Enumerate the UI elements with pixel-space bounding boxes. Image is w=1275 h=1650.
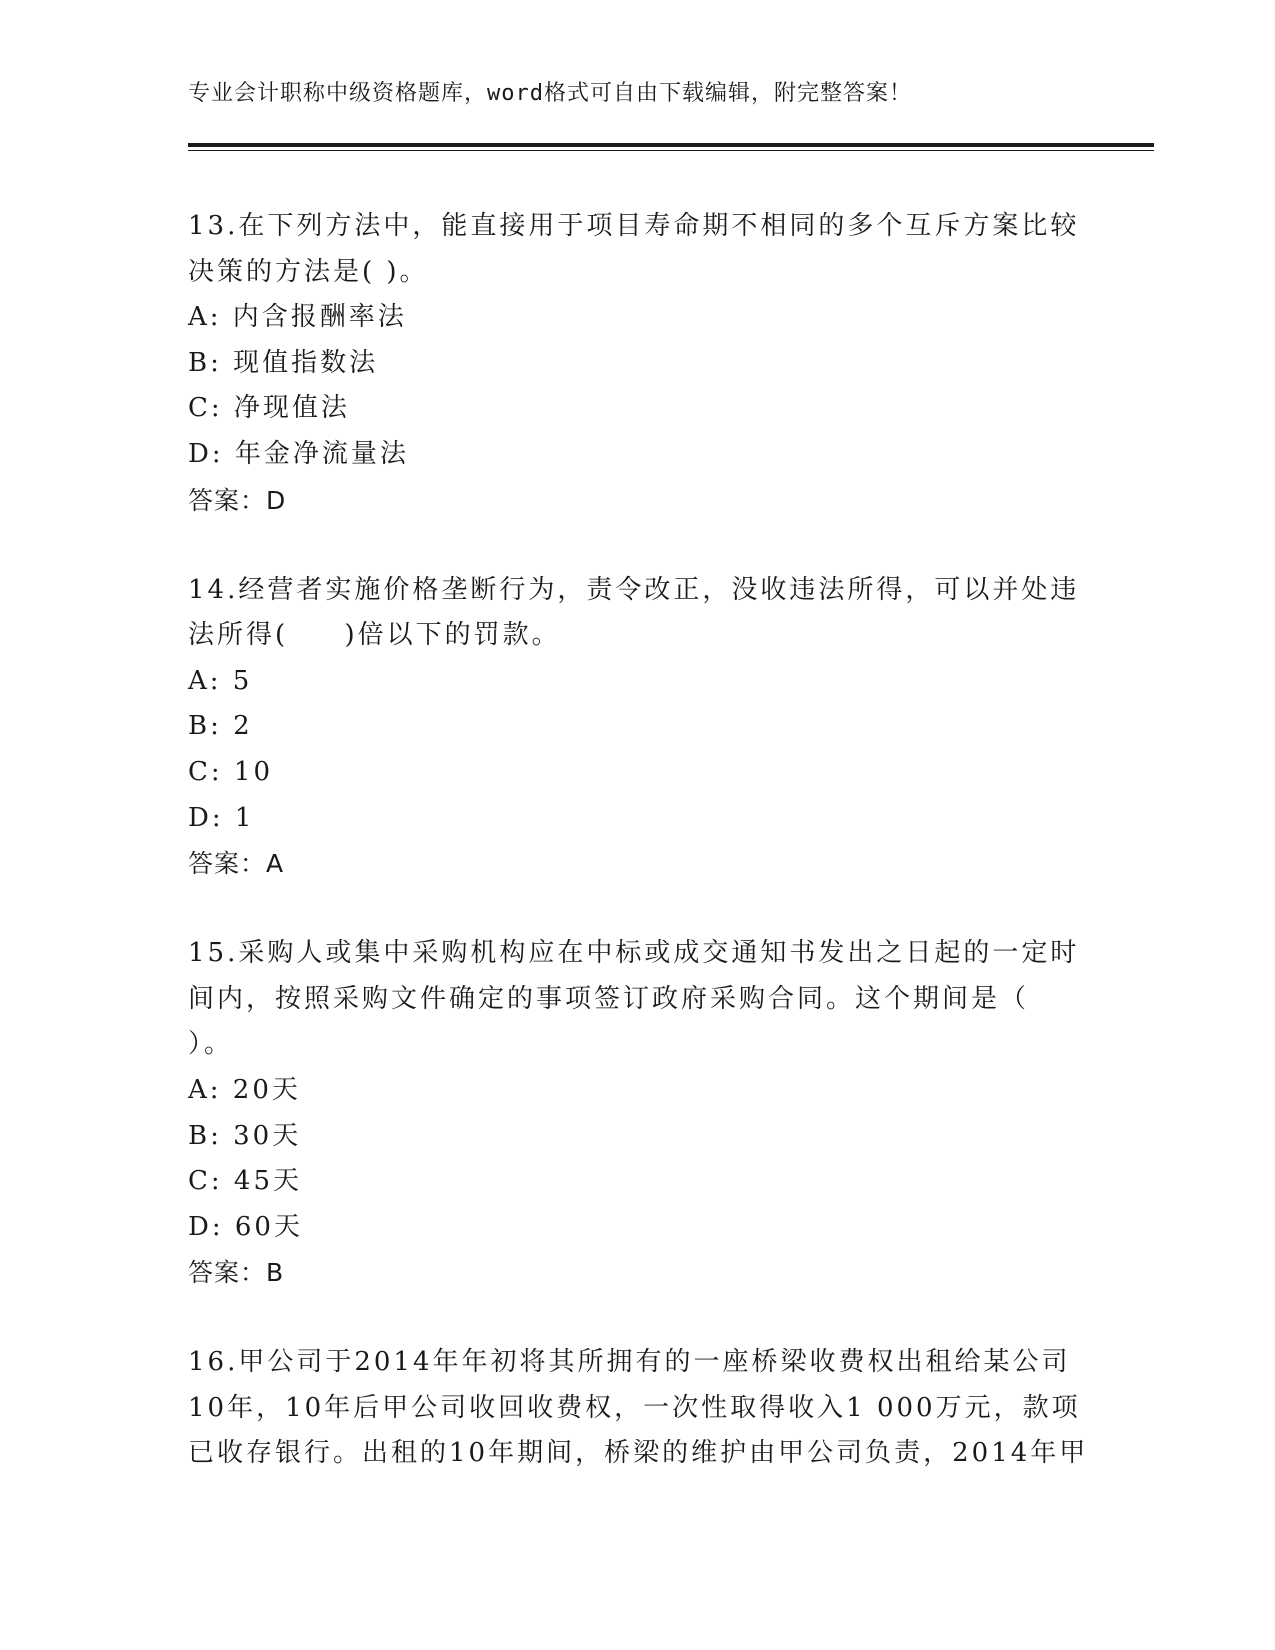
question-text-line: 14.经营者实施价格垄断行为，责令改正，没收违法所得，可以并处违 bbox=[188, 574, 1080, 605]
question-16 bbox=[188, 1340, 1088, 1477]
option-b: B: 现值指数法 bbox=[188, 347, 379, 378]
header-divider-thick bbox=[188, 143, 1154, 147]
answer-label: 答案：B bbox=[188, 1258, 285, 1288]
option-d: D: 60天 bbox=[188, 1211, 303, 1242]
question-list bbox=[188, 204, 1088, 1522]
option-c: C: 10 bbox=[188, 756, 274, 787]
option-c: C: 净现值法 bbox=[188, 393, 350, 424]
question-text-line: 决策的方法是( )。 bbox=[188, 256, 429, 287]
option-c: C: 45天 bbox=[188, 1166, 303, 1197]
question-15 bbox=[188, 931, 1088, 1295]
question-text-line: 间内，按照采购文件确定的事项签订政府采购合同。这个期间是（ bbox=[188, 983, 1030, 1014]
option-a: A: 20天 bbox=[188, 1074, 301, 1105]
question-text-line: 10年，10年后甲公司收回收费权，一次性取得收入1 000万元，款项 bbox=[188, 1392, 1081, 1423]
question-text-line: 13.在下列方法中，能直接用于项目寿命期不相同的多个互斥方案比较 bbox=[188, 211, 1080, 241]
option-a: A: 内含报酬率法 bbox=[188, 302, 407, 333]
header-divider-thin bbox=[188, 150, 1154, 151]
option-b: B: 2 bbox=[188, 711, 253, 742]
answer-label: 答案：D bbox=[188, 485, 287, 515]
option-b: B: 30天 bbox=[188, 1120, 302, 1151]
question-text-line: 15.采购人或集中采购机构应在中标或成交通知书发出之日起的一定时 bbox=[188, 938, 1080, 969]
question-text-line: 16.甲公司于2014年年初将其所拥有的一座桥梁收费权出租给某公司 bbox=[188, 1347, 1071, 1378]
question-text-line: 法所得( )倍以下的罚款。 bbox=[188, 620, 561, 651]
option-d: D: 年金净流量法 bbox=[188, 438, 409, 469]
document-header: 专业会计职称中级资格题库，word格式可自由下载编辑，附完整答案！ bbox=[188, 81, 912, 106]
answer-label: 答案：A bbox=[188, 849, 285, 879]
option-d: D: 1 bbox=[188, 802, 255, 833]
question-text-line: ）。 bbox=[188, 1029, 234, 1060]
question-13 bbox=[188, 204, 1088, 523]
question-text-line: 已收存银行。出租的10年期间，桥梁的维护由甲公司负责，2014年甲 bbox=[188, 1438, 1089, 1469]
option-a: A: 5 bbox=[188, 665, 253, 696]
question-14 bbox=[188, 568, 1088, 887]
